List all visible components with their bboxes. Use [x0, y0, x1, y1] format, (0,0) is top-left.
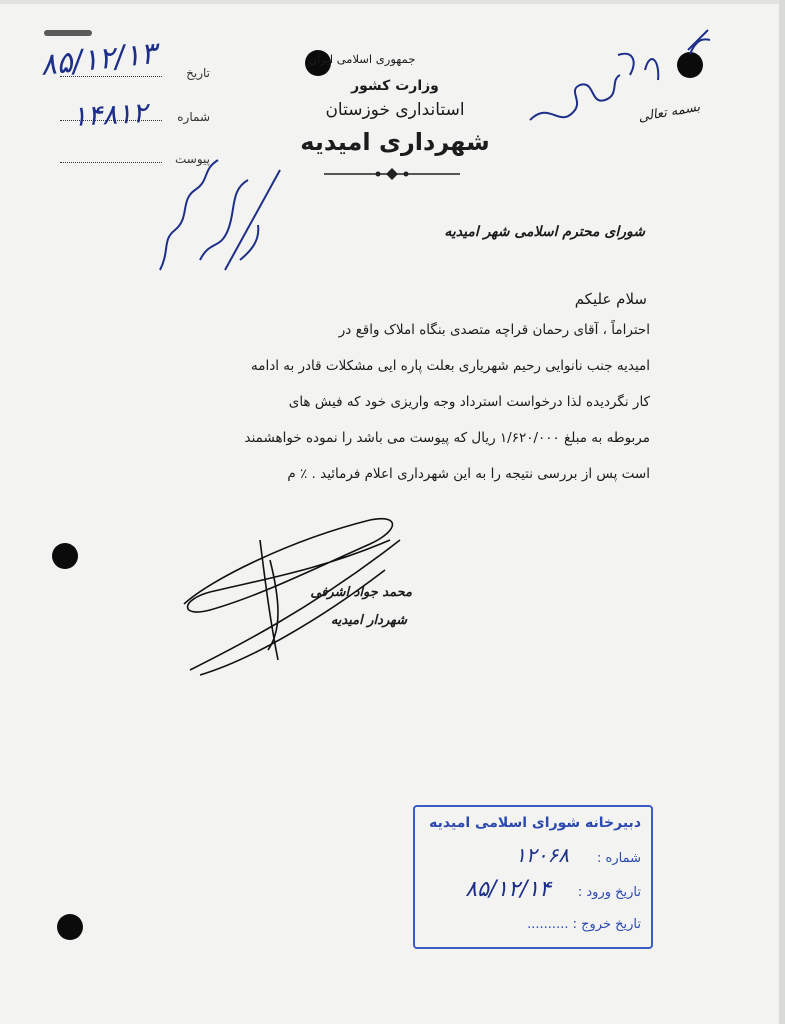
attachment-label: پیوست — [175, 152, 210, 166]
letterhead-republic: جمهوری اسلامی ایران — [308, 52, 416, 66]
signatory-title: شهردار امیدیه — [330, 613, 407, 628]
page-right-edge — [779, 0, 785, 1024]
stamp-exit-label: تاریخ خروج : .......... — [527, 917, 641, 932]
letter-body — [150, 312, 650, 492]
stamp-entry-value: ۸۵/۱۲/۱۴ — [465, 877, 551, 902]
punch-hole-left-middle — [52, 543, 78, 569]
letterhead-municipality: شهرداری امیدیه — [300, 128, 490, 156]
body-line-5: است پس از بررسی نتیجه را به این شهرداری اعلام فرمائید . ٪ م — [287, 466, 650, 482]
ink-smudge — [44, 30, 92, 36]
handwritten-annotation-right — [520, 20, 720, 140]
basmala: بسمه تعالی — [637, 99, 702, 126]
stamp-entry-label: تاریخ ورود : — [577, 885, 641, 900]
number-label: شماره — [177, 110, 210, 124]
signatory-name: محمد جواد اشرفی — [310, 585, 412, 600]
council-registry-stamp — [413, 805, 653, 949]
recipient: شورای محترم اسلامی شهر امیدیه — [444, 224, 645, 240]
punch-hole-left-bottom — [57, 914, 83, 940]
handwritten-date: ۸۵/۱۲/۱۳ — [38, 35, 159, 84]
stamp-number-value: ۱۲۰۶۸ — [515, 843, 569, 867]
body-line-3: کار نگردیده لذا درخواست استرداد وجه واریزی خود که فیش های — [288, 394, 650, 410]
stamp-title: دبیرخانه شورای اسلامی امیدیه — [429, 815, 641, 831]
letterhead-ministry: وزارت کشور — [351, 78, 439, 94]
letterhead-ornament — [322, 166, 462, 182]
body-line-2: امیدیه جنب نانوایی رحیم شهریاری بعلت پاره ایی مشکلات قادر به ادامه — [250, 358, 650, 374]
stamp-number-label: شماره : — [597, 851, 641, 866]
greeting: سلام علیکم — [574, 290, 647, 308]
handwritten-annotation-left — [140, 130, 300, 290]
body-line-4: مربوطه به مبلغ ۱/۶۲۰/۰۰۰ ریال که پیوست می باشد را نموده خواهشمند — [244, 430, 650, 446]
body-line-1: احتراماً ، آقای رحمان قراچه متصدی بنگاه املاک واقع در — [338, 322, 650, 338]
page-top-edge — [0, 0, 785, 4]
date-label: تاریخ — [186, 66, 210, 80]
handwritten-number: ۱۴۸۱۲ — [71, 96, 149, 133]
letterhead-governorate: استانداری خوزستان — [325, 100, 465, 120]
